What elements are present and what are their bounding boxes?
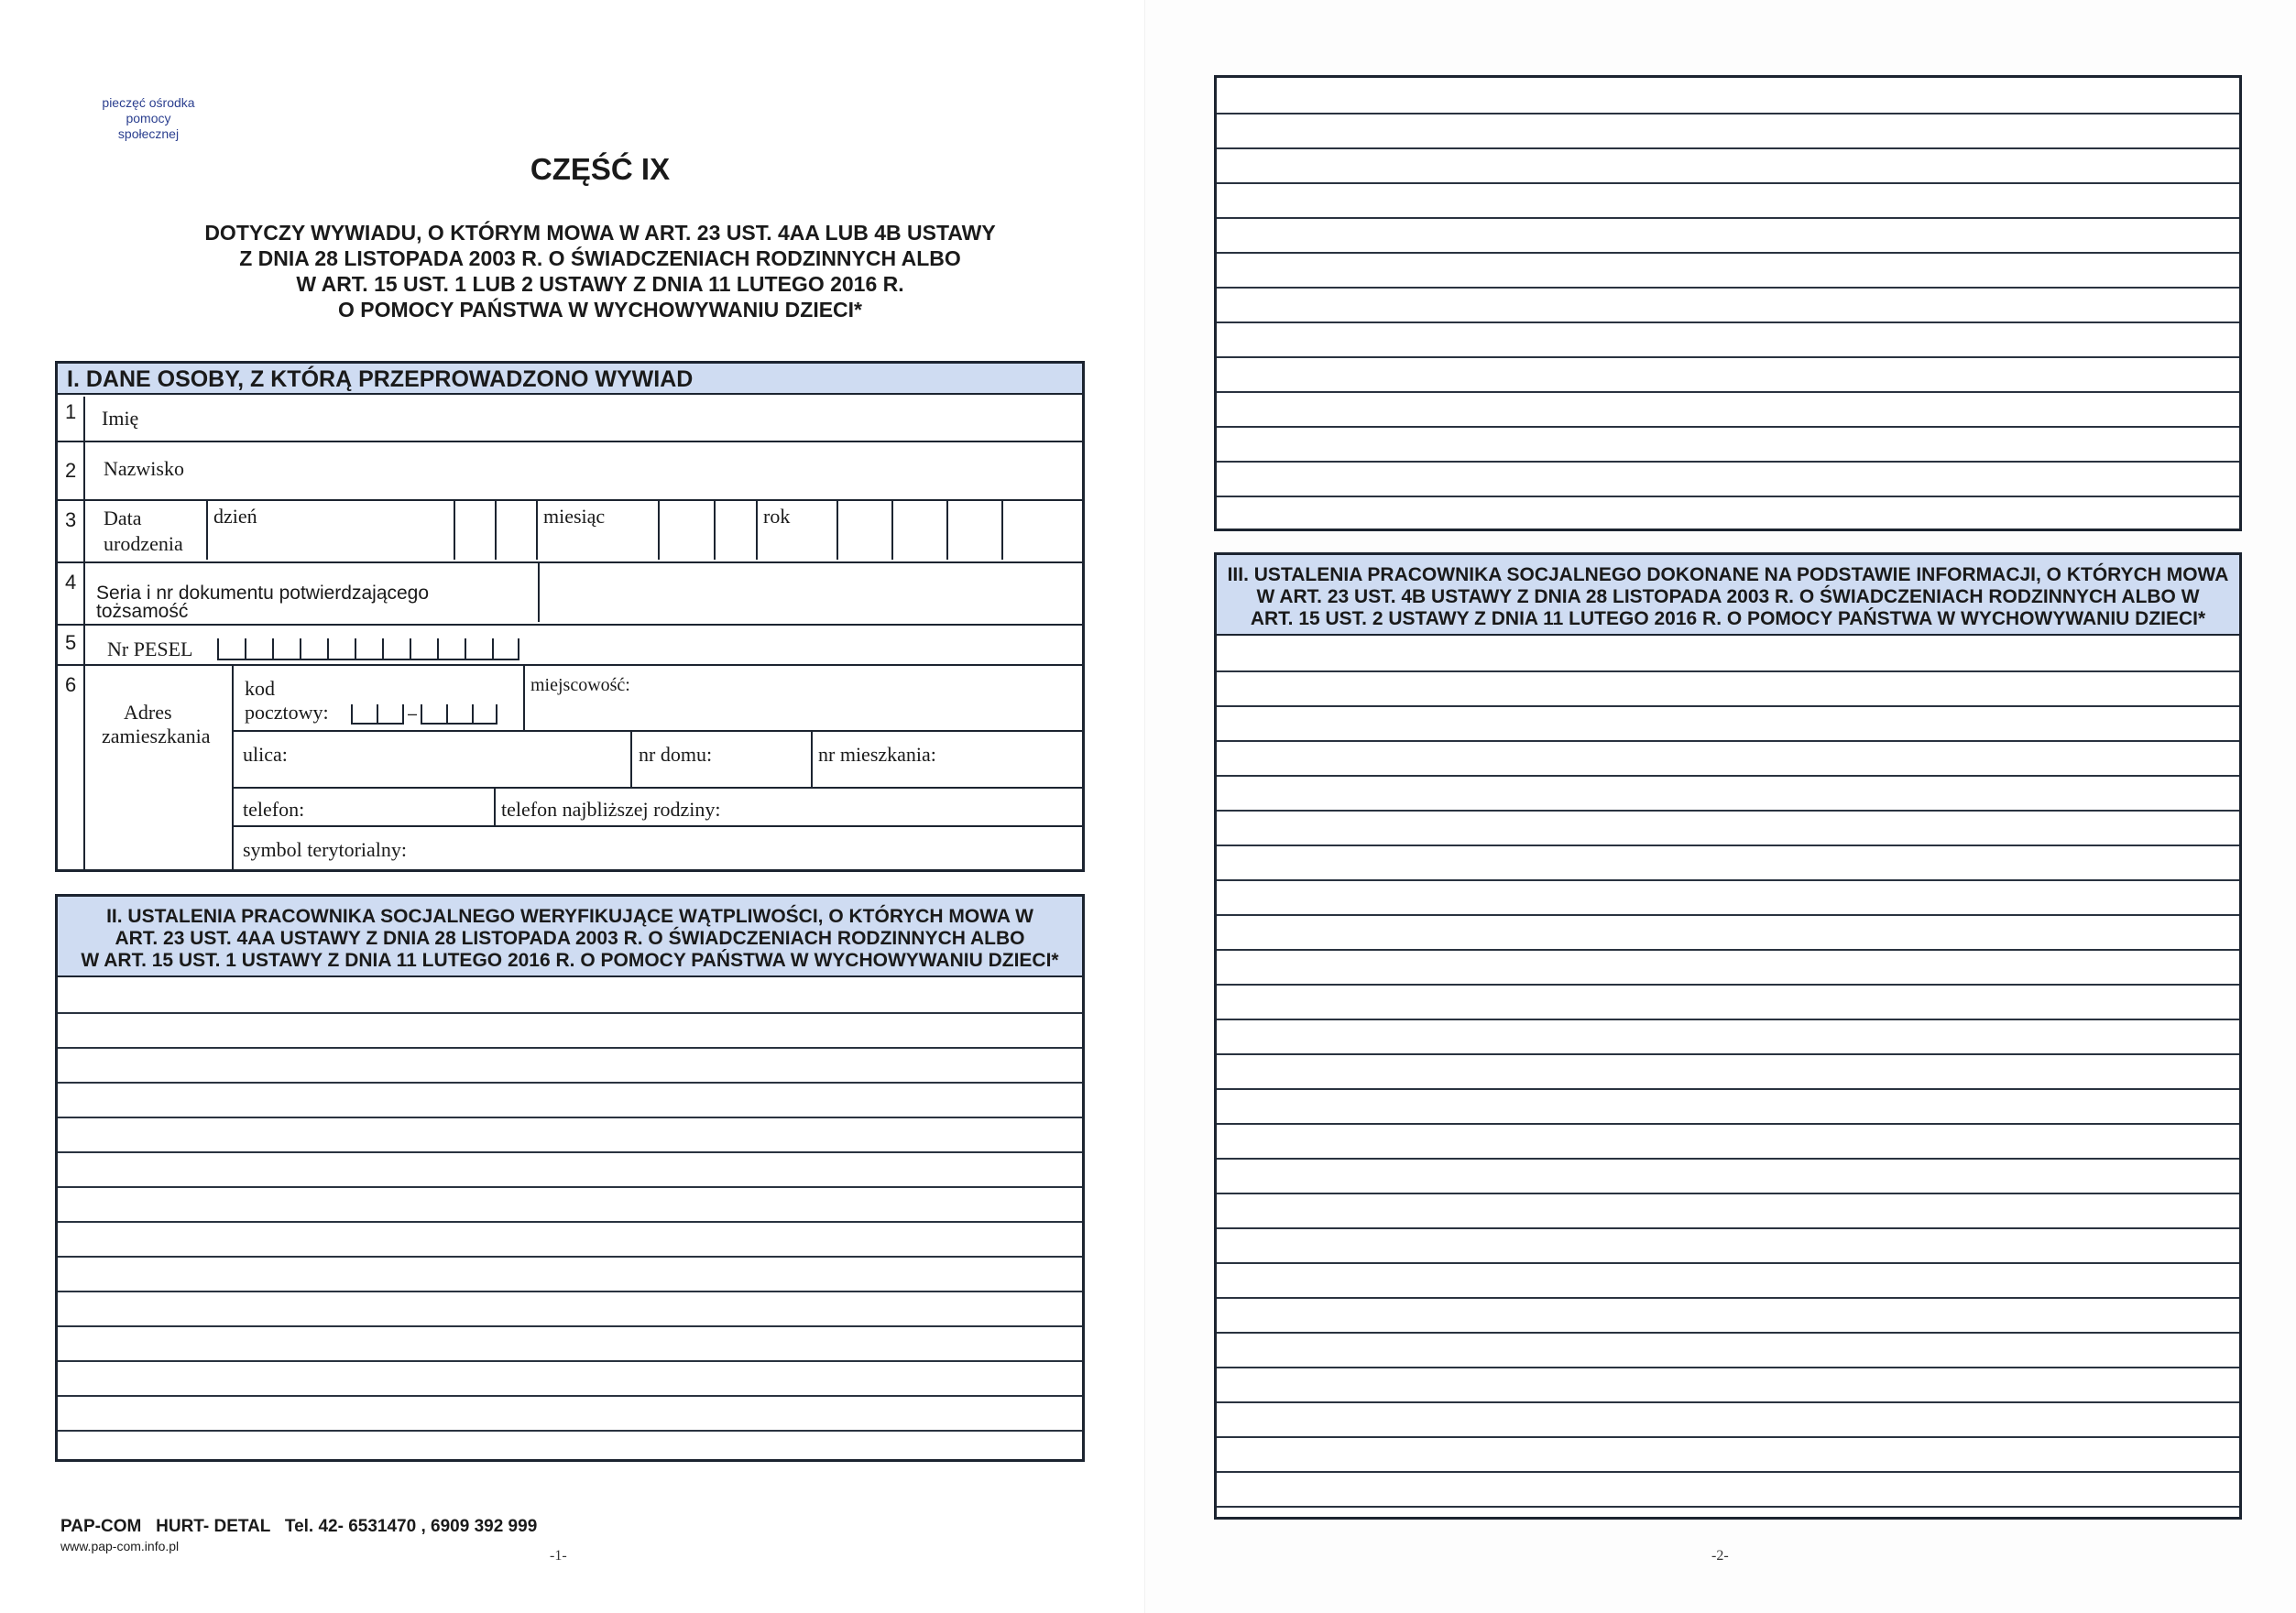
- part-title: CZĘŚĆ IX: [530, 152, 671, 186]
- publisher-website: www.pap-com.info.pl: [60, 1539, 180, 1553]
- postal-code-label-line: pocztowy:: [245, 701, 329, 724]
- month-label: miesiąc: [543, 505, 606, 528]
- writing-line: [1217, 356, 2239, 358]
- writing-line: [1217, 496, 2239, 497]
- row-divider: [58, 664, 1082, 666]
- section-1-heading: I. DANE OSOBY, Z KTÓRĄ PRZEPROWADZONO WYWIAD: [58, 364, 1082, 395]
- family-phone-label: telefon najbliższej rodziny:: [501, 798, 721, 821]
- last-name-label: Nazwisko: [104, 457, 184, 480]
- section-3-heading: [1217, 555, 2239, 636]
- cell-divider: [494, 789, 496, 825]
- cell-divider: [206, 501, 208, 560]
- writing-line: [58, 1395, 1082, 1397]
- stamp-line: pieczęć ośrodka: [102, 95, 195, 110]
- birth-year-input[interactable]: [836, 501, 1001, 560]
- writing-line: [1217, 670, 2239, 672]
- writing-line: [1217, 147, 2239, 149]
- row-divider: [58, 441, 1082, 442]
- writing-line: [1217, 1053, 2239, 1055]
- writing-line: [1217, 182, 2239, 184]
- section-2-heading-line: II. USTALENIA PRACOWNIKA SOCJALNEGO WERYFIKUJĄCE WĄTPLIWOŚCI, O KTÓRYCH MOWA W: [106, 906, 1033, 927]
- id-document-field[interactable]: [541, 563, 1078, 622]
- writing-line: [1217, 217, 2239, 219]
- writing-line: [1217, 391, 2239, 393]
- writing-line: [1217, 1297, 2239, 1299]
- row-number: 2: [65, 459, 77, 482]
- city-field[interactable]: [644, 668, 1075, 726]
- writing-line: [1217, 1193, 2239, 1194]
- writing-line: [58, 1291, 1082, 1292]
- writing-line: [58, 1325, 1082, 1327]
- apartment-number-field[interactable]: [946, 732, 1075, 785]
- id-document-label-line: Seria i nr dokumentu potwierdzającego: [96, 583, 430, 604]
- phone-label: telefon:: [243, 798, 305, 821]
- writing-line: [58, 1117, 1082, 1118]
- writing-line: [1217, 1019, 2239, 1020]
- writing-line: [1217, 775, 2239, 777]
- territorial-symbol-label: symbol terytorialny:: [243, 838, 408, 861]
- writing-line: [1217, 1401, 2239, 1403]
- address-block-divider: [232, 666, 234, 869]
- writing-line: [1217, 984, 2239, 986]
- pesel-input[interactable]: [217, 638, 519, 660]
- section-2-heading-line: W ART. 15 UST. 1 USTAWY Z DNIA 11 LUTEGO 2016 R. O POMOCY PAŃSTWA W WYCHOWYWANIU DZIECI*: [81, 950, 1059, 971]
- subtitle-line: Z DNIA 28 LISTOPADA 2003 R. O ŚWIADCZENIACH RODZINNYCH ALBO: [239, 246, 961, 270]
- number-column-divider: [83, 397, 85, 869]
- birth-month-input[interactable]: [658, 501, 756, 560]
- writing-line: [1217, 287, 2239, 289]
- section-2-verification-findings: [55, 894, 1085, 1462]
- digit-divider: [1001, 501, 1003, 560]
- writing-line: [1217, 914, 2239, 916]
- house-number-label: nr domu:: [639, 743, 713, 766]
- continuation-writing-box: [1214, 75, 2242, 531]
- writing-line: [58, 1221, 1082, 1223]
- writing-line: [1217, 879, 2239, 881]
- publisher-info: PAP-COM HURT- DETAL Tel. 42- 6531470 , 6909 392 999: [60, 1517, 538, 1536]
- writing-line: [1217, 1506, 2239, 1508]
- writing-line: [1217, 426, 2239, 428]
- section-3-writing-area[interactable]: [1217, 636, 2239, 1517]
- form-page-1: [0, 0, 1145, 1613]
- writing-line: [1217, 1123, 2239, 1125]
- birth-day-input[interactable]: [454, 501, 536, 560]
- pesel-label: Nr PESEL: [107, 638, 193, 660]
- form-subtitle: [147, 220, 1054, 322]
- writing-line: [58, 1047, 1082, 1049]
- cell-divider: [523, 666, 525, 730]
- street-label: ulica:: [243, 743, 288, 766]
- address-label-line: Adres: [124, 701, 172, 724]
- writing-line: [1217, 1262, 2239, 1264]
- cell-divider: [538, 563, 540, 622]
- last-name-field[interactable]: [213, 444, 1075, 496]
- row-number: 4: [65, 571, 77, 594]
- writing-line: [58, 1151, 1082, 1153]
- writing-line: [1217, 1332, 2239, 1334]
- postal-code-input[interactable]: [351, 704, 497, 725]
- house-number-field[interactable]: [727, 732, 811, 785]
- section-3-heading-line: W ART. 23 UST. 4B USTAWY Z DNIA 28 LISTOPADA 2003 R. O ŚWIADCZENIACH RODZINNYCH ALBO W: [1256, 586, 2200, 607]
- phone-field[interactable]: [323, 789, 497, 825]
- subtitle-line: W ART. 15 UST. 1 LUB 2 USTAWY Z DNIA 11 LUTEGO 2016 R.: [296, 272, 904, 296]
- writing-line: [1217, 810, 2239, 812]
- row-number: 5: [65, 631, 77, 654]
- section-3-heading-line: ART. 15 UST. 2 USTAWY Z DNIA 11 LUTEGO 2016 R. O POMOCY PAŃSTWA W WYCHOWYWANIU DZIECI*: [1250, 608, 2206, 629]
- writing-line: [1217, 1471, 2239, 1473]
- writing-line: [58, 1360, 1082, 1362]
- writing-line: [58, 1186, 1082, 1188]
- section-3-findings-from-information: [1214, 552, 2242, 1520]
- row-number: 1: [65, 400, 77, 423]
- writing-line: [1217, 705, 2239, 707]
- writing-line: [58, 1430, 1082, 1432]
- subtitle-line: DOTYCZY WYWIADU, O KTÓRYM MOWA W ART. 23 UST. 4AA LUB 4B USTAWY: [204, 221, 996, 245]
- writing-line: [58, 1082, 1082, 1084]
- year-label: rok: [763, 505, 791, 528]
- birth-date-label-line: urodzenia: [104, 532, 183, 555]
- section-1-personal-data: [55, 361, 1085, 872]
- first-name-field[interactable]: [195, 400, 1075, 437]
- postal-code-dash: –: [402, 704, 421, 725]
- first-name-label: Imię: [102, 407, 139, 430]
- writing-line: [1217, 1367, 2239, 1368]
- cell-divider: [630, 732, 632, 787]
- street-field[interactable]: [305, 732, 633, 785]
- page-number: -1-: [550, 1548, 567, 1564]
- subtitle-line: O POMOCY PAŃSTWA W WYCHOWYWANIU DZIECI*: [337, 298, 862, 322]
- address-label-line: zamieszkania: [102, 725, 211, 747]
- row-number: 6: [65, 673, 77, 696]
- writing-line: [1217, 113, 2239, 114]
- stamp-line: społecznej: [117, 126, 180, 141]
- birth-date-label-line: Data: [104, 507, 142, 529]
- office-stamp-placeholder: [84, 95, 213, 142]
- writing-line: [58, 1012, 1082, 1014]
- cell-divider: [536, 501, 538, 560]
- writing-line: [1217, 1227, 2239, 1229]
- writing-line: [1217, 949, 2239, 951]
- writing-line: [1217, 461, 2239, 463]
- writing-line: [1217, 1436, 2239, 1438]
- writing-line: [1217, 845, 2239, 846]
- section-2-heading-line: ART. 23 UST. 4AA USTAWY Z DNIA 28 LISTOPADA 2003 R. O ŚWIADCZENIACH RODZINNYCH ALBO: [115, 928, 1025, 949]
- section-2-heading: [58, 897, 1082, 977]
- writing-line: [58, 1256, 1082, 1258]
- row-number: 3: [65, 508, 77, 531]
- id-document-label-line: tożsamość: [96, 601, 189, 622]
- writing-line: [1217, 322, 2239, 323]
- section-2-writing-area[interactable]: [58, 977, 1082, 1459]
- stamp-line: pomocy: [126, 111, 171, 125]
- cell-divider: [756, 501, 758, 560]
- day-label: dzień: [213, 505, 257, 528]
- writing-line: [1217, 252, 2239, 254]
- section-3-heading-line: III. USTALENIA PRACOWNIKA SOCJALNEGO DOKONANE NA PODSTAWIE INFORMACJI, O KTÓRYCH MOWA: [1227, 564, 2229, 585]
- writing-line: [1217, 740, 2239, 742]
- writing-line: [1217, 1088, 2239, 1090]
- postal-code-label-line: kod: [245, 677, 275, 700]
- city-label: miejscowość:: [530, 675, 630, 695]
- page-number: -2-: [1711, 1548, 1729, 1564]
- cell-divider: [811, 732, 813, 787]
- row-divider: [58, 624, 1082, 626]
- writing-line: [1217, 1158, 2239, 1160]
- family-phone-field[interactable]: [736, 789, 1075, 825]
- continuation-writing-area[interactable]: [1217, 78, 2239, 529]
- territorial-symbol-field[interactable]: [415, 827, 1075, 867]
- apartment-number-label: nr mieszkania:: [818, 743, 936, 766]
